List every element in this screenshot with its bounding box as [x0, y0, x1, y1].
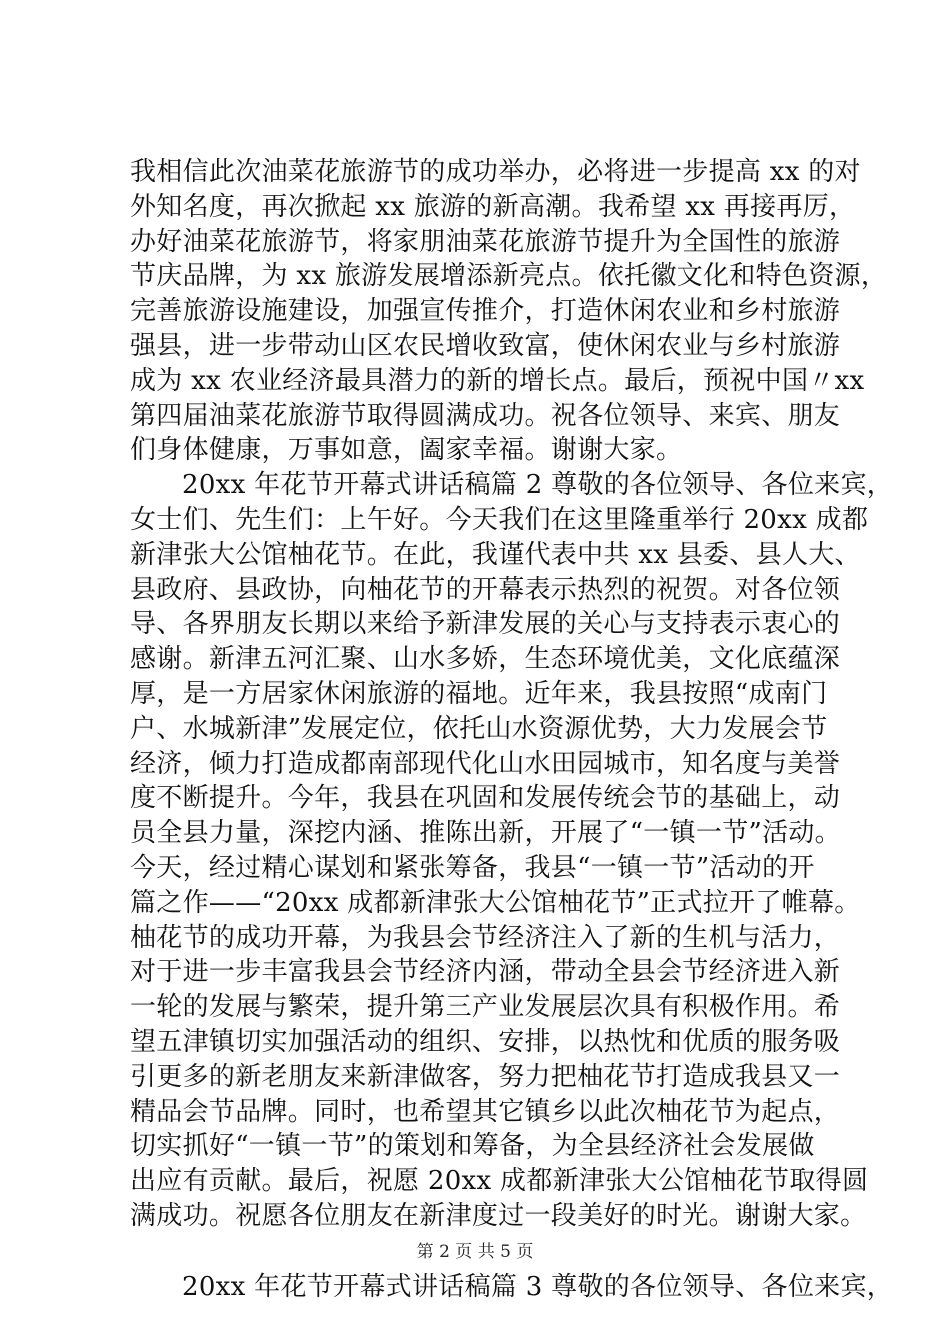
text-line: 引更多的新老朋友来新津做客，努力把柚花节打造成我县又一	[130, 1061, 841, 1092]
text-line: 切实抓好“一镇一节”的策划和筹备，为全县经济社会发展做	[130, 1131, 815, 1162]
text-line: 完善旅游设施建设，加强宣传推介，打造休闲农业和乡村旅游	[130, 296, 841, 327]
page-footer: 第 2 页 共 5 页	[416, 1242, 534, 1262]
text-line: 经济，倾力打造成都南部现代化山水田园城市，知名度与美誉	[130, 748, 841, 779]
text-line: 望五津镇切实加强活动的组织、安排，以热忱和优质的服务吸	[130, 1026, 841, 1057]
text-line: 柚花节的成功开幕，为我县会节经济注入了新的生机与活力，	[130, 922, 841, 953]
paragraph-3	[130, 1270, 894, 1305]
text-line: 强县，进一步带动山区农民增收致富，使休闲农业与乡村旅游	[130, 330, 841, 361]
text-line: 我相信此次油菜花旅游节的成功举办，必将进一步提高 xx 的对	[130, 157, 861, 187]
text-line: 第四届油菜花旅游节取得圆满成功。祝各位领导、来宾、朋友	[130, 400, 841, 431]
text-line: 出应有贡献。最后，祝愿 20xx 成都新津张大公馆柚花节取得圆	[130, 1166, 869, 1197]
document-body	[130, 155, 894, 1305]
text-line: 户、水城新津”发展定位，依托山水资源优势，大力发展会节	[130, 713, 828, 744]
text-line: 对于进一步丰富我县会节经济内涵，带动全县会节经济进入新	[130, 957, 841, 988]
text-line: 新津张大公馆柚花节。在此，我谨代表中共 xx 县委、县人大、	[130, 539, 861, 570]
text-line: 县政府、县政协，向柚花节的开幕表示热烈的祝贺。对各位领	[130, 574, 841, 605]
text-line: 一轮的发展与繁荣，提升第三产业发展层次具有积极作用。希	[130, 992, 841, 1023]
text-line: 成为 xx 农业经济最具潜力的新的增长点。最后，预祝中国〃xx	[130, 365, 865, 396]
text-line: 女士们、先生们：上午好。今天我们在这里隆重举行 20xx 成都	[130, 504, 869, 535]
text-line: 办好油菜花旅游节，将家朋油菜花旅游节提升为全国性的旅游	[130, 226, 841, 257]
text-line: 员全县力量，深挖内涵、推陈出新，开展了“一镇一节”活动。	[130, 818, 841, 849]
text-line: 度不断提升。今年，我县在巩固和发展传统会节的基础上，动	[130, 783, 841, 814]
text-line: 精品会节品牌。同时，也希望其它镇乡以此次柚花节为起点，	[130, 1096, 841, 1127]
text-line: 厚，是一方居家休闲旅游的福地。近年来，我县按照“成南门	[130, 678, 828, 709]
text-line: 满成功。祝愿各位朋友在新津度过一段美好的时光。谢谢大家。	[130, 1200, 867, 1231]
text-line: 感谢。新津五河汇聚、山水多娇，生态环境优美，文化底蕴深	[130, 644, 841, 675]
text-line: 20xx 年花节开幕式讲话稿篇 2 尊敬的各位领导、各位来宾，	[182, 470, 894, 501]
text-line: 外知名度，再次掀起 xx 旅游的新高潮。我希望 xx 再接再厉，	[130, 191, 856, 222]
text-line: 们身体健康，万事如意，阖家幸福。谢谢大家。	[130, 435, 683, 466]
paragraph-1	[130, 155, 888, 468]
text-line: 20xx 年花节开幕式讲话稿篇 3 尊敬的各位领导、各位来宾，	[182, 1271, 894, 1302]
text-line: 篇之作——“20xx 成都新津张大公馆柚花节”正式拉开了帷幕。	[130, 887, 861, 918]
text-line: 今天，经过精心谋划和紧张筹备，我县“一镇一节”活动的开	[130, 852, 815, 883]
text-line: 导、各界朋友长期以来给予新津发展的关心与支持表示衷心的	[130, 609, 841, 640]
paragraph-2	[130, 468, 894, 1234]
text-line: 节庆品牌，为 xx 旅游发展增添新亮点。依托徽文化和特色资源，	[130, 261, 888, 292]
